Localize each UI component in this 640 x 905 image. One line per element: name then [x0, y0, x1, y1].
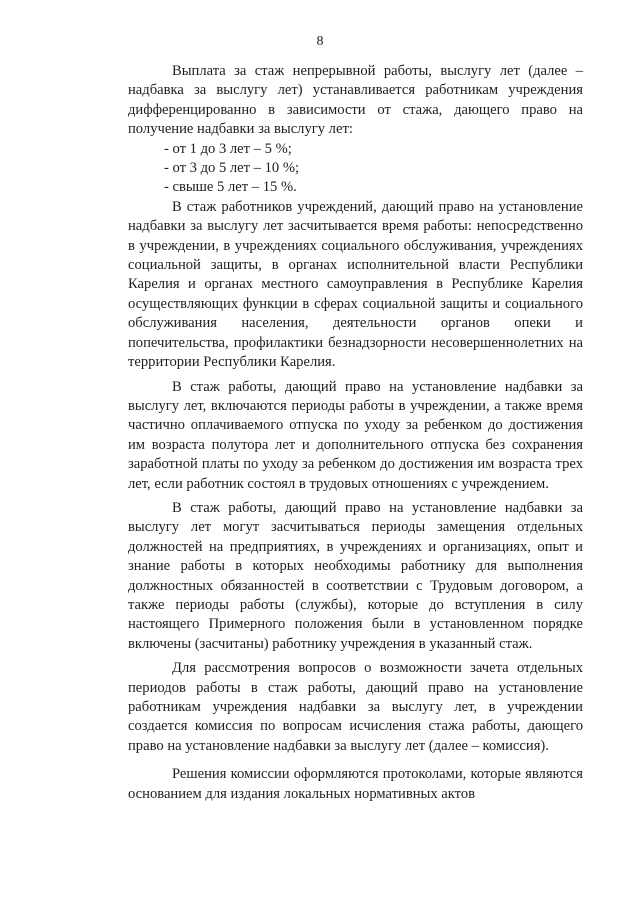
page-number: 8	[316, 34, 324, 49]
list-item: - от 1 до 3 лет – 5 %;	[164, 140, 292, 157]
paragraph-bonus-rule: Выплата за стаж непрерывной работы, выслугу лет (далее – надбавка за выслугу лет) устанавливается работникам учреждения дифференцированно в зависимости от стажа, дающего право на получение надбавки за выслугу лет:	[128, 63, 583, 138]
bonus-rate-list	[128, 140, 583, 198]
list-item: - свыше 5 лет – 15 %.	[164, 179, 297, 196]
paragraph-commission: Для рассмотрения вопросов о возможности зачета отдельных периодов работы в стаж работы, дающий право на установление работникам учреждения надбавки за выслугу лет, в учреждении создается комиссия по вопросам исчисления стажа работы, дающего право на установление надбавки за выслугу лет (далее – комиссия).	[128, 660, 583, 754]
paragraph-service-length: В стаж работников учреждений, дающий право на установление надбавки за выслугу лет засчитывается время работы: непосредственно в учреждении, в учреждениях социального обслуживания, учреждениях социальной защиты, в органах исполнительной власти Республики Карелия и органах местного самоуправления в Республике Карелия осуществляющих функции в сферах социальной защиты и социального обслуживания населения, деятельности органов опеки и попечительства, профилактики безнадзорности несовершеннолетних на территории Республики Карелия.	[128, 198, 583, 371]
paragraph-included-periods: В стаж работы, дающий право на установление надбавки за выслугу лет, включаются периоды работы в учреждении, а также время частично оплачиваемого отпуска по уходу за ребенком до достижения им возраста полутора лет и дополнительного отпуска без сохранения заработной платы по уходу за ребенком до достижения им возраста трех лет, если работник состоял в трудовых отношениях с учреждением.	[128, 378, 583, 492]
paragraph-counted-periods: В стаж работы, дающий право на установление надбавки за выслугу лет могут засчитываться периоды замещения отдельных должностей на предприятиях, в учреждениях и организациях, опыт и знание работы в которых необходимы работнику для выполнения должностных обязанностей в соответствии с Трудовым договором, а также периоды работы (службы), которые до вступления в силу настоящего Примерного положения были в установленном порядке включены (засчитаны) работнику учреждения в указанный стаж.	[128, 499, 583, 652]
paragraph-commission-decisions: Решения комиссии оформляются протоколами, которые являются основанием для издания локальных нормативных актов	[128, 766, 583, 802]
document-body	[128, 62, 583, 804]
list-item: - от 3 до 5 лет – 10 %;	[164, 160, 300, 177]
